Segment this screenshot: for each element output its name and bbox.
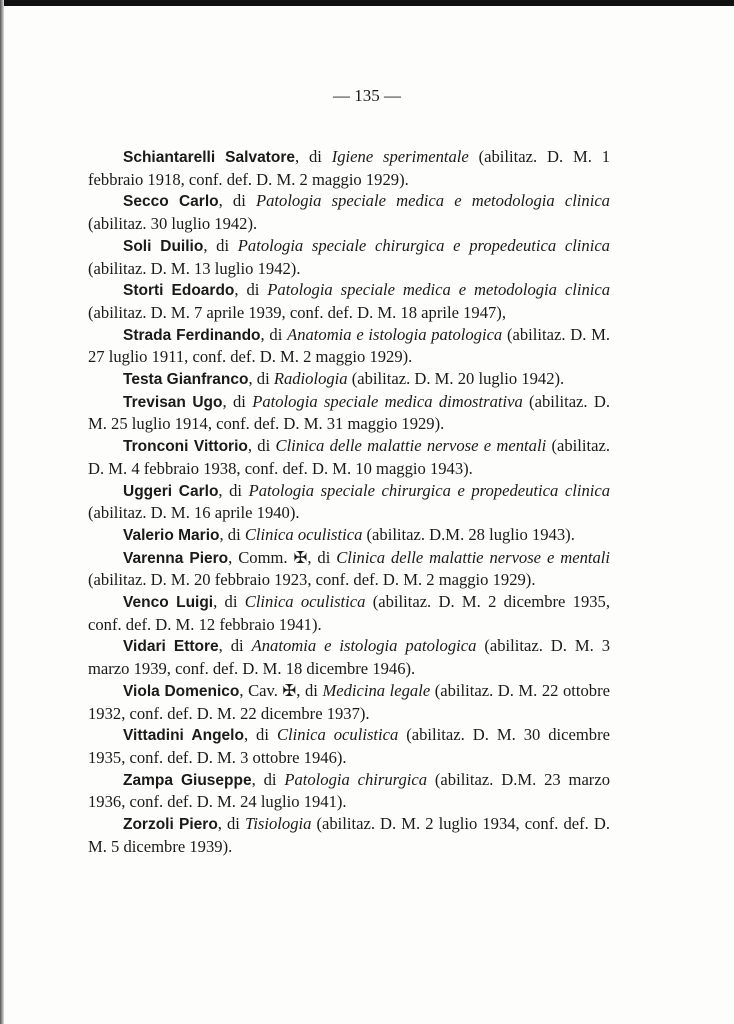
entry-text: (abilitaz. D. M. 7 aprile 1939, conf. def. D. M. 18 aprile 1947), (88, 302, 506, 322)
entry-text: , Comm. ✠, di (228, 547, 337, 567)
name: Viola Domenico (123, 682, 240, 700)
entry-text: , di (251, 769, 285, 789)
list-item (88, 680, 610, 724)
field-name: Patologia speciale chirurgica e propedeutica clinica (237, 235, 610, 255)
name: Venco Luigi (123, 594, 214, 612)
list-item (88, 190, 610, 234)
entry-text: , di (219, 524, 245, 544)
entry-text: , di (203, 235, 238, 255)
name: Strada Ferdinando (123, 326, 261, 344)
name: Valerio Mario (123, 526, 220, 544)
field-name: Clinica oculistica (244, 524, 363, 544)
name: Storti Edoardo (123, 282, 235, 300)
name: Testa Gianfranco (123, 371, 249, 389)
list-item (88, 635, 610, 679)
field-name: Anatomia e istologia patologica (287, 324, 503, 344)
entry-text: , di (218, 480, 249, 500)
list-item (88, 279, 610, 323)
name: Zampa Giuseppe (123, 771, 252, 789)
entry-text: , di (294, 147, 332, 166)
name: Zorzoli Piero (123, 816, 218, 834)
entry-text: (abilitaz. D. M. 2 dicembre 1935, conf. def. D. M. 12 febbraio 1941). (88, 592, 611, 634)
field-name: Patologia speciale medica dimostrativa (252, 391, 523, 411)
entry-text: , di (218, 636, 252, 656)
name: Vidari Ettore (123, 638, 219, 656)
name: Varenna Piero (123, 549, 229, 567)
entry-text: , di (243, 725, 277, 745)
entry-text: (abilitaz. D. M. 30 dicembre 1935, conf. def. D. M. 3 ottobre 1946). (88, 725, 610, 767)
entry-text: (abilitaz. D. M. 3 marzo 1939, conf. def. D. M. 18 dicembre 1946). (88, 636, 610, 679)
field-name: Radiologia (273, 369, 348, 389)
entry-text: (abilitaz. D. M. 25 luglio 1914, conf. def. D. M. 31 maggio 1929). (88, 391, 611, 434)
list-item (88, 480, 610, 524)
entry-text: (abilitaz. D. M. 1 febbraio 1918, conf. def. D. M. 2 maggio 1929). (88, 147, 610, 189)
entry-text: , Cav. ✠, di (239, 680, 323, 700)
entry-text: (abilitaz. D. M. 22 ottobre 1932, conf. def. D. M. 22 dicembre 1937). (88, 680, 610, 723)
entry-text: , di (218, 191, 256, 211)
page-number: — 135 — (333, 86, 401, 105)
entry-text: (abilitaz. D. M. 4 febbraio 1938, conf. def. D. M. 10 maggio 1943). (88, 436, 610, 478)
entry-text: (abilitaz. D. M. 16 aprile 1940). (88, 503, 300, 523)
entry-text: (abilitaz. D. M. 27 luglio 1911, conf. def. D. M. 2 maggio 1929). (88, 324, 610, 367)
entry-text: (abilitaz. D.M. 28 luglio 1943). (362, 524, 575, 544)
scan-top-border (0, 0, 734, 6)
entry-text: , di (213, 592, 245, 612)
entry-text: , di (248, 369, 274, 389)
field-name: Clinica delle malattie nervose e mentali (275, 436, 547, 456)
name: Vittadini Angelo (123, 727, 244, 745)
field-name: Patologia speciale medica e metodologia clinica (255, 191, 610, 211)
entry-text: (abilitaz. D. M. 13 luglio 1942). (88, 258, 301, 278)
list-item (88, 324, 610, 368)
entry-text: , di (217, 814, 245, 834)
entry-text: , di (222, 391, 253, 411)
name: Tronconi Vittorio (123, 438, 248, 456)
field-name: Tisiologia (245, 814, 312, 834)
field-name: Igiene sperimentale (331, 147, 469, 166)
field-name: Patologia speciale medica e metodologia clinica (267, 280, 611, 300)
entry-list (88, 146, 610, 858)
list-item (88, 724, 610, 768)
entry-text: (abilitaz. 30 luglio 1942). (88, 214, 258, 234)
list-item (88, 769, 610, 813)
list-item (88, 547, 610, 591)
list-item (88, 368, 610, 391)
name: Trevisan Ugo (123, 393, 223, 411)
entry-text: , di (234, 280, 268, 300)
entry-text: (abilitaz. D. M. 20 luglio 1942). (347, 369, 565, 389)
list-item (88, 591, 610, 635)
field-name: Clinica oculistica (244, 592, 366, 612)
scan-left-edge (0, 0, 4, 1024)
list-item (88, 391, 610, 435)
name: Secco Carlo (123, 193, 219, 211)
entry-text: (abilitaz. D. M. 2 luglio 1934, conf. def. D. M. 5 dicembre 1939). (88, 814, 611, 856)
name: Uggeri Carlo (123, 482, 219, 500)
entry-text: , di (260, 324, 288, 344)
field-name: Clinica oculistica (276, 725, 399, 745)
field-name: Patologia chirurgica (284, 769, 428, 789)
list-item (88, 524, 610, 547)
field-name: Clinica delle malattie nervose e mentali (336, 547, 611, 567)
field-name: Medicina legale (322, 680, 431, 700)
list-item (88, 146, 610, 190)
entry-text: (abilitaz. D. M. 20 febbraio 1923, conf. def. D. M. 2 maggio 1929). (88, 570, 536, 590)
list-item (88, 235, 610, 279)
entry-text: (abilitaz. D.M. 23 marzo 1936, conf. def. D. M. 24 luglio 1941). (88, 769, 610, 812)
list-item (88, 435, 610, 479)
name: Schiantarelli Salvatore (123, 149, 295, 166)
entry-text: , di (247, 436, 276, 456)
field-name: Anatomia e istologia patologica (251, 636, 477, 656)
name: Soli Duilio (123, 237, 204, 255)
field-name: Patologia speciale chirurgica e propedeutica clinica (248, 480, 611, 500)
list-item (88, 813, 610, 857)
